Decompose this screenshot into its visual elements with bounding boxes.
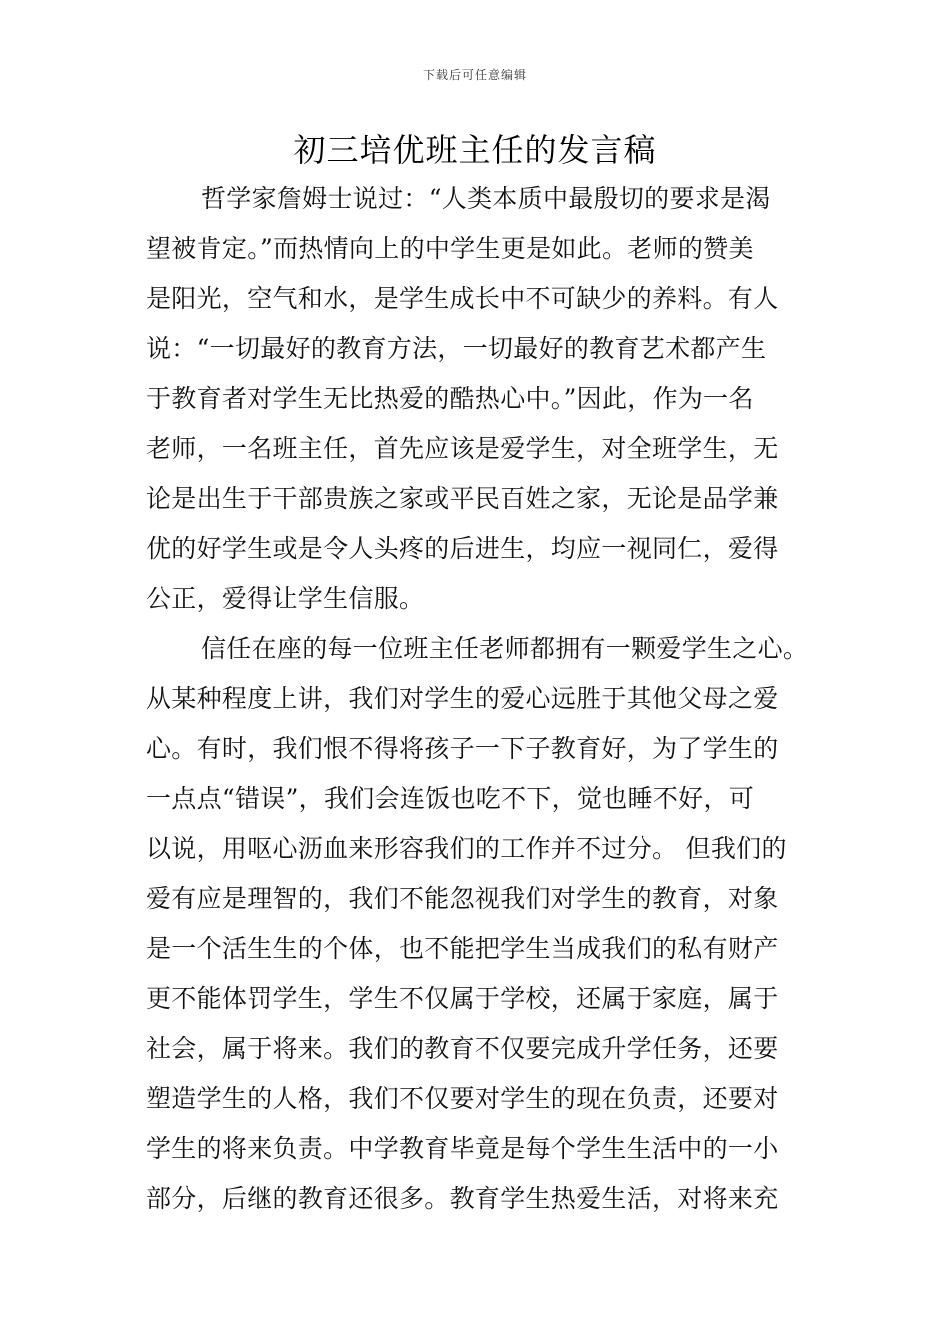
text-line: 公正，爱得让学生信服。 <box>146 584 425 613</box>
text-line: 从某种程度上讲，我们对学生的爱心远胜于其他父母之爱 <box>146 684 779 713</box>
text-line: 于教育者对学生无比热爱的酷热心中。”因此，作为一名 <box>146 384 754 413</box>
paragraph-1 <box>146 174 836 624</box>
text-line: 是一个活生生的个体，也不能把学生当成我们的私有财产 <box>146 934 779 963</box>
text-line: 心。有时，我们恨不得将孩子一下子教育好，为了学生的 <box>146 734 779 763</box>
text-line: 论是出生于干部贵族之家或平民百姓之家，无论是品学兼 <box>146 484 779 513</box>
text-line: 是阳光，空气和水，是学生成长中不可缺少的养料。有人 <box>146 284 779 313</box>
text-line: 信任在座的每一位班主任老师都拥有一颗爱学生之心。 <box>201 634 809 663</box>
text-line: 一点点“错误”，我们会连饭也吃不下，觉也睡不好，可 <box>146 784 755 813</box>
text-line: 哲学家詹姆士说过：“人类本质中最殷切的要求是渴 <box>201 184 771 213</box>
header-note: 下载后可任意编辑 <box>422 68 527 82</box>
text-line: 老师，一名班主任，首先应该是爱学生，对全班学生，无 <box>146 434 779 463</box>
document-title: 初三培优班主任的发言稿 <box>293 131 657 169</box>
paragraph-2 <box>146 624 836 1224</box>
text-line: 学生的将来负责。中学教育毕竟是每个学生生活中的一小 <box>146 1134 779 1163</box>
text-line: 社会，属于将来。我们的教育不仅要完成升学任务，还要 <box>146 1034 779 1063</box>
text-line: 说：“一切最好的教育方法，一切最好的教育艺术都产生 <box>146 334 767 363</box>
text-line: 部分，后继的教育还很多。教育学生热爱生活，对将来充 <box>146 1184 779 1213</box>
text-line: 爱有应是理智的，我们不能忽视我们对学生的教育，对象 <box>146 884 779 913</box>
text-line: 优的好学生或是令人头疼的后进生，均应一视同仁，爱得 <box>146 534 779 563</box>
document-body <box>146 174 836 1224</box>
text-line: 更不能体罚学生，学生不仅属于学校，还属于家庭，属于 <box>146 984 779 1013</box>
text-line: 塑造学生的人格，我们不仅要对学生的现在负责，还要对 <box>146 1084 779 1113</box>
text-line: 以说，用呕心沥血来形容我们的工作并不过分。 但我们的 <box>146 834 787 863</box>
text-line: 望被肯定。”而热情向上的中学生更是如此。老师的赞美 <box>146 234 754 263</box>
